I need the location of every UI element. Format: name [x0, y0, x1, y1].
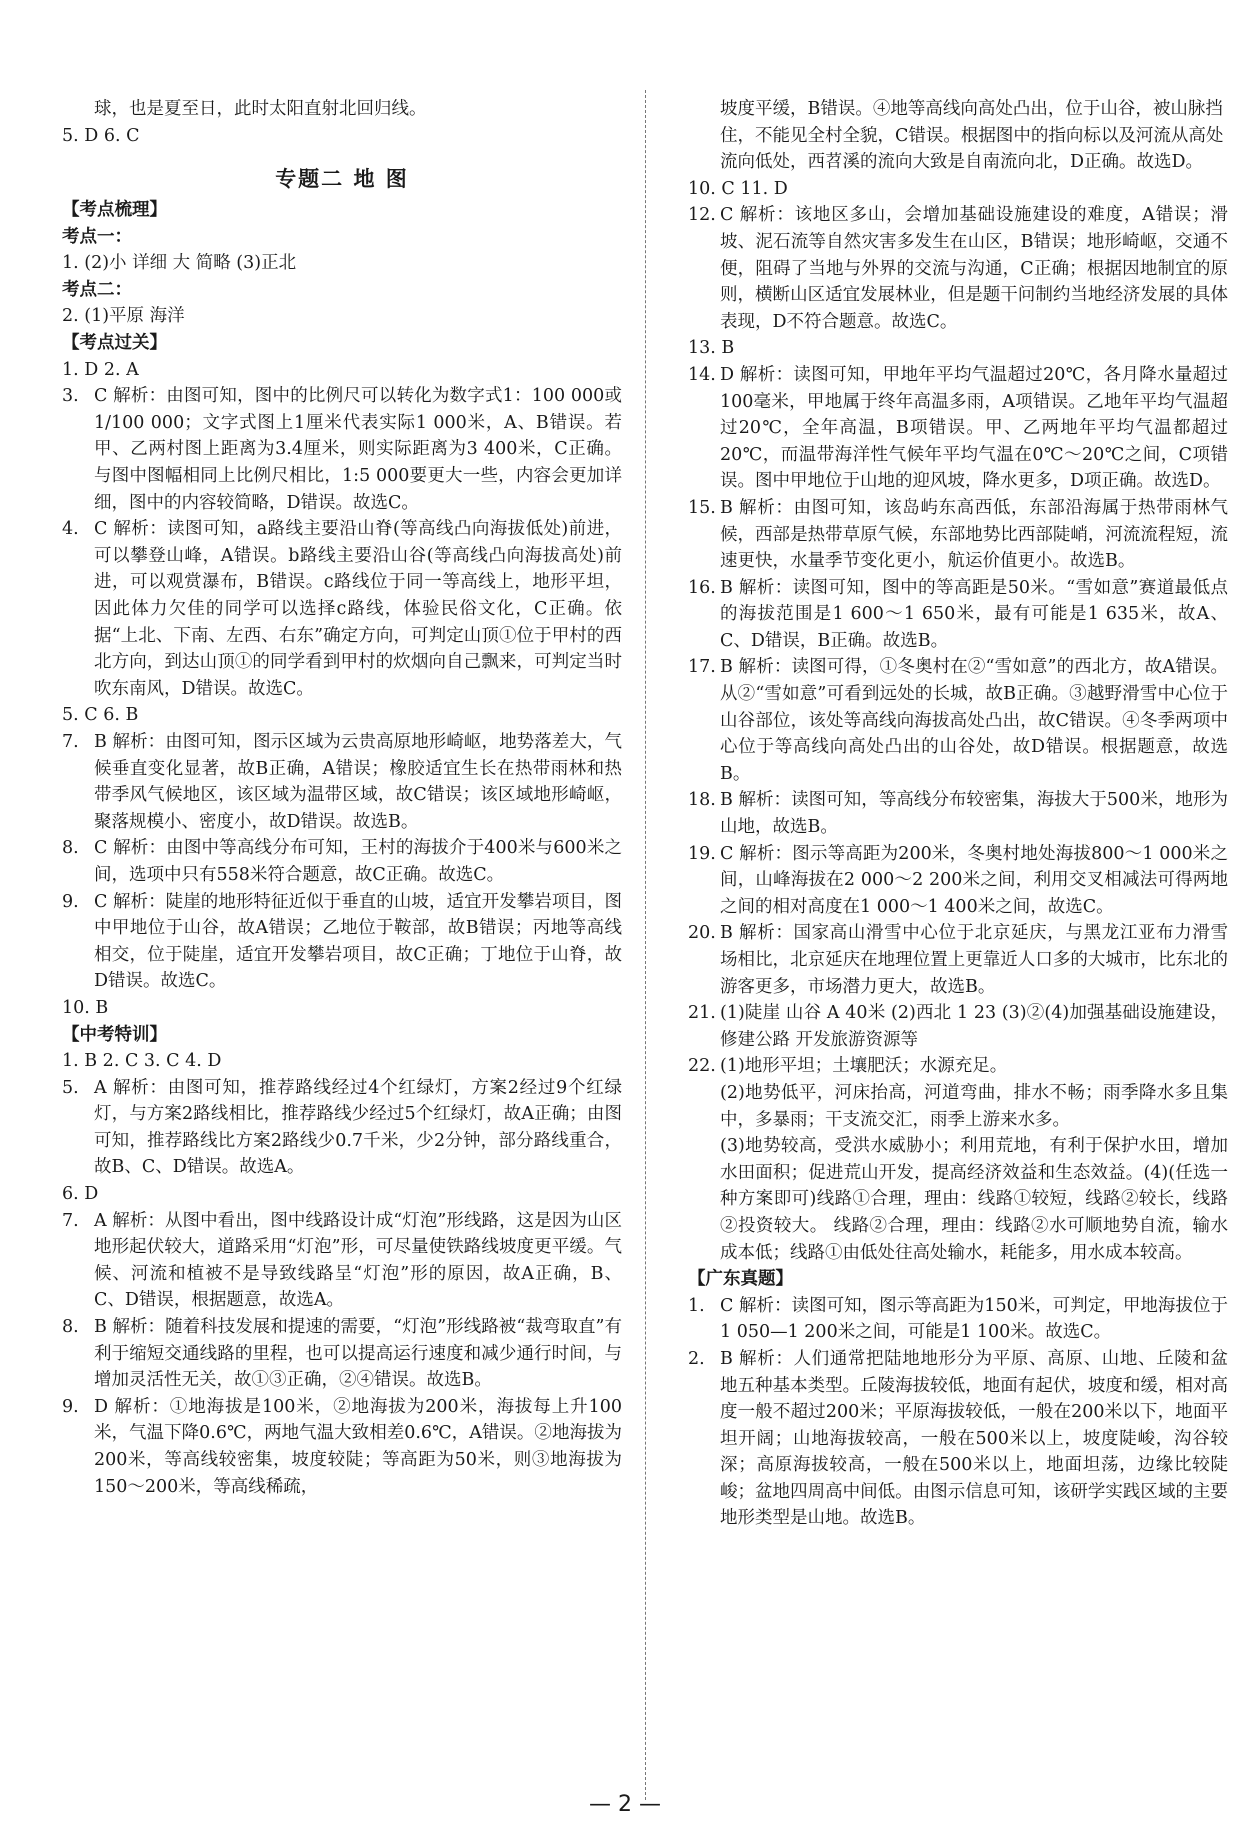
answer-item: 20. B 解析：国家高山滑雪中心位于北京延庆，与黑龙江亚布力滑雪场相比，北京延庆在地理位置上更靠近人口多的大城市，比东北的游客更多，市场潜力更大，故选B。: [688, 923, 1228, 997]
answer-item: 3. C 解析：由图可知，图中的比例尺可以转化为数字式1：100 000或1/100 000；文字式图上1厘米代表实际1 000米，A、B错误。若甲、乙两村图上距离为3.4厘米，则实际距离为3 400米，C正确。与图中图幅相同上比例尺相比，1:5 000要更大一些，内容会更加详细，图中的内容较简略，D错误。故选C。: [62, 386, 622, 513]
answer-item: 8. B 解析：随着科技发展和提速的需要，“灯泡”形线路被“裁弯取直”有利于缩短交通线路的里程，也可以提高运行速度和减少通行时间，与增加灵活性无关，故①③正确，②④错误。故选B。: [62, 1317, 622, 1391]
answer-part: (2)地势低平，河床抬高，河道弯曲，排水不畅；雨季降水多且集中，多暴雨；干支流交汇，雨季上游来水多。: [720, 1082, 1228, 1130]
kp1-text: 1. (2)小 详细 大 简略 (3)正北: [62, 253, 297, 274]
answer-item: 14. D 解析：读图可知，甲地年平均气温超过20℃，各月降水量超过100毫米，甲地属于终年高温多雨，A项错误。乙地年平均气温超过20℃，全年高温，B项错误。甲、乙两地年平均气温都超过20℃，而温带海洋性气候年平均气温在0℃～20℃之间，C项错误。图中甲地位于山地的迎风坡，降水更多，D项正确。故选D。: [688, 364, 1228, 492]
intro-answers: 5. D 6. C: [62, 125, 140, 146]
answer-line: 10. B: [62, 997, 109, 1018]
answer-line: 5. C 6. B: [62, 705, 139, 726]
section-heading-exam-training: 【中考特训】: [62, 1024, 167, 1045]
answer-item: 22. (1)地形平坦；土壤肥沃；水源充足。 (2)地势低平，河床抬高，河道弯曲，排水不畅；雨季降水多且集中，多暴雨；干支流交汇，雨季上游来水多。 (3)地势较高，受洪水威胁小；利用荒地，有利于保护水田，增加水田面积；促进荒山开发，提高经济效益和生态效益。(4)(任选一种方案即可)线路①合理，理由：线路①较短，线路②较长，线路②投资较大。 线路②合理，理由：线路②水可顺地势自流，输水成本低；线路①由低处往高处输水，耗能多，用水成本较高。: [688, 1053, 1228, 1266]
answer-item: 16. B 解析：读图可知，图中的等高距是50米。“雪如意”赛道最低点的海拔范围是1 600～1 650米，最有可能是1 635米，故A、C、D错误，B正确。故选B。: [688, 577, 1228, 651]
answer-line: 6. D: [62, 1184, 99, 1205]
answer-item: 19. C 解析：图示等高距为200米，冬奥村地处海拔800～1 000米之间，山峰海拔在2 000～2 200米之间，利用交叉相减法可得两地之间的相对高度在1 000～1 400米之间，故选C。: [688, 843, 1228, 917]
section-heading-practice: 【考点过关】: [62, 333, 167, 354]
answer-item: 7. B 解析：由图可知，图示区域为云贵高原地形崎岖，地势落差大，气候垂直变化显著，故B正确，A错误；橡胶适宜生长在热带雨林和热带季风气候地区，该区域为温带区域，故C错误；该区域地形崎岖，聚落规模小、密度小，故D错误。故选B。: [62, 731, 622, 832]
section-heading-guangdong: 【广东真题】: [688, 1269, 793, 1290]
answer-part: (3)地势较高，受洪水威胁小；利用荒地，有利于保护水田，增加水田面积；促进荒山开发，提高经济效益和生态效益。(4)(任选一种方案即可)线路①合理，理由：线路①较短，线路②较长，线路②投资较大。 线路②合理，理由：线路②水可顺地势自流，输水成本低；线路①由低处往高处输水，耗能多，用水成本较高。: [720, 1136, 1228, 1263]
answer-item: 9. C 解析：陡崖的地形特征近似于垂直的山坡，适宜开发攀岩项目，图中甲地位于山谷，故A错误；乙地位于鞍部，故B错误；丙地等高线相交，位于陡崖，适宜开发攀岩项目，故C正确；丁地位于山脊，故D错误。故选C。: [62, 891, 622, 992]
answer-item: 2. B 解析：人们通常把陆地地形分为平原、高原、山地、丘陵和盆地五种基本类型。丘陵海拔较低，地面有起伏，坡度和缓，相对高度一般不超过200米；平原海拔较低，一般在200米以下，地面平坦开阔；山地海拔较高，一般在500米以上，坡度陡峻，沟谷较深；高原海拔较高，一般在500米以上，地面坦荡，边缘比较陡峻；盆地四周高中间低。由图示信息可知，该研学实践区域的主要地形类型是山地。故选B。: [688, 1348, 1228, 1529]
right-column: [688, 96, 1228, 1532]
continued-text: 坡度平缓，B错误。④地等高线向高处凸出，位于山谷，被山脉挡住，不能见全村全貌，C错误。根据图中的指向标以及河流从高处流向低处，西苕溪的流向大致是自南流向北，D正确。故选D。: [720, 99, 1224, 173]
intro-line: 球，也是夏至日，此时太阳直射北回归线。: [94, 99, 427, 119]
answer-item: 21. (1)陡崖 山谷 A 40米 (2)西北 1 23 (3)②(4)加强基础设施建设，修建公路 开发旅游资源等: [688, 1003, 1228, 1050]
section-heading-review: 【考点梳理】: [62, 200, 167, 221]
answer-item: 1. C 解析：读图可知，图示等高距为150米，可判定，甲地海拔位于1 050—1 200米之间，可能是1 100米。故选C。: [688, 1295, 1228, 1343]
answer-item: 12. C 解析：该地区多山，会增加基础设施建设的难度，A错误；滑坡、泥石流等自然灾害多发生在山区，B错误；地形崎岖，交通不便，阻碍了当地与外界的交流与沟通，C正确；根据因地制宜的原则，横断山区适宜发展林业，但是题干问制约当地经济发展的具体表现，D不符合题意。故选C。: [688, 205, 1228, 332]
column-divider: [645, 90, 646, 1800]
kp2-text: 2. (1)平原 海洋: [62, 306, 185, 327]
answer-line: 1. D 2. A: [62, 359, 139, 380]
answer-item: 4. C 解析：读图可知，a路线主要沿山脊(等高线凸向海拔低处)前进，可以攀登山峰，A错误。b路线主要沿山谷(等高线凸向海拔高处)前进，可以观赏瀑布，B错误。c路线位于同一等高线上，地形平坦，因此体力欠佳的同学可以选择c路线，体验民俗文化，C正确。依据“上北、下南、左西、右东”确定方向，可判定山顶①位于甲村的西北方向，到达山顶①的同学看到甲村的炊烟向自己飘来，可判定当时吹东南风，D错误。故选C。: [62, 519, 622, 699]
kp1-heading: 考点一：: [62, 226, 132, 247]
topic-title: 专题二 地 图: [275, 166, 409, 192]
page-number: — 2 —: [589, 1792, 661, 1817]
answer-line: 1. B 2. C 3. C 4. D: [62, 1051, 222, 1072]
answer-line: 13. B: [688, 338, 735, 359]
answer-line: 10. C 11. D: [688, 178, 788, 199]
answer-part: (1)地形平坦；土壤肥沃；水源充足。: [720, 1056, 1008, 1077]
left-column: [62, 96, 622, 1500]
answer-item: 15. B 解析：由图可知，该岛屿东高西低，东部沿海属于热带雨林气候，西部是热带草原气候，东部地势比西部陡峭，河流流程短，流速更快，水量季节变化更小，航运价值更小。故选B。: [688, 497, 1228, 572]
answer-item: 9. D 解析：①地海拔是100米，②地海拔为200米，海拔每上升100米，气温下降0.6℃，两地气温大致相差0.6℃，A错误。②地海拔为200米，等高线较密集，坡度较陡；等高距为50米，则③地海拔为150～200米，等高线稀疏，: [62, 1396, 622, 1497]
answer-item: 17. B 解析：读图可得，①冬奥村在②“雪如意”的西北方，故A错误。从②“雪如意”可看到远处的长城，故B正确。③越野滑雪中心位于山谷部位，该处等高线向海拔高处凸出，故C错误。④冬季两项中心位于等高线向高处凸出的山谷处，故D错误。根据题意，故选B。: [688, 657, 1228, 784]
answer-item: 7. A 解析：从图中看出，图中线路设计成“灯泡”形线路，这是因为山区地形起伏较大，道路采用“灯泡”形，可尽量使铁路线坡度更平缓。气候、河流和植被不是导致线路呈“灯泡”形的原因，故A正确，B、C、D错误，根据题意，故选A。: [62, 1210, 622, 1311]
answer-item: 8. C 解析：由图中等高线分布可知，王村的海拔介于400米与600米之间，选项中只有558米符合题意，故C正确。故选C。: [62, 838, 622, 885]
answer-item: 5. A 解析：由图可知，推荐路线经过4个红绿灯，方案2经过9个红绿灯，与方案2路线相比，推荐路线少经过5个红绿灯，故A正确；由图可知，推荐路线比方案2路线少0.7千米，少2分钟，部分路线重合，故B、C、D错误。故选A。: [62, 1077, 622, 1178]
kp2-heading: 考点二：: [62, 279, 132, 300]
answer-item: 18. B 解析：读图可知，等高线分布较密集，海拔大于500米，地形为山地，故选B。: [688, 790, 1228, 838]
